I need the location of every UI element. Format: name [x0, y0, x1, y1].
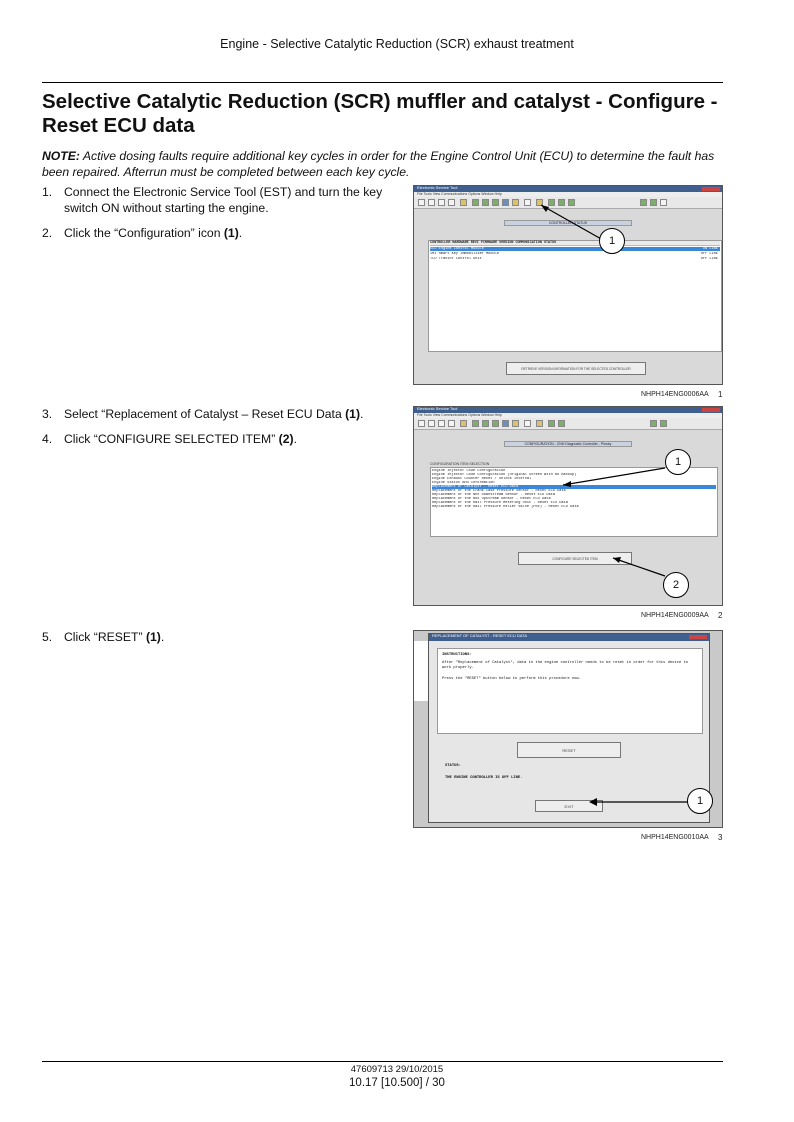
step-ref: (1): [223, 226, 239, 240]
step-number: 5.: [42, 630, 53, 644]
configure-selected-item-button: CONFIGURE SELECTED ITEM: [518, 552, 632, 565]
window-title: Electronic Service Tool: [417, 406, 458, 411]
menu-bar: File Tools View Communications Options Window Help: [414, 192, 722, 197]
table-row: IMI Smart Key Immobilizer Module OFF LINE: [430, 252, 718, 256]
figure-number: 1: [718, 390, 723, 399]
status-label: STATUS:: [445, 764, 461, 768]
note-text: Active dosing faults require additional key cycles in order for the Engine Control Unit (ECU) to determine the fault has been repaired. Afterrun must be completed between each key cycle.: [42, 149, 715, 179]
window-title: Electronic Service Tool: [417, 185, 458, 190]
list-item-selected: Replacement of Catalyst - Reset ECU Data: [432, 485, 716, 489]
instructions-text-2: Press the "RESET" button below to perform this procedure now.: [442, 677, 581, 681]
step-number: 1.: [42, 185, 53, 199]
header-rule: [42, 82, 723, 83]
callout-2: 2: [663, 572, 689, 598]
callout-1: 1: [599, 228, 625, 254]
callout-leader-line: [413, 185, 723, 385]
figure-number: 2: [718, 611, 723, 620]
step-text: Click “CONFIGURE SELECTED ITEM” (2).: [64, 432, 297, 446]
figure-caption: NHPH14ENG0006AA: [641, 391, 709, 398]
table-row: TCU Tractor Control Unit OFF LINE: [430, 257, 718, 261]
callout-1: 1: [687, 788, 713, 814]
step-text: Select “Replacement of Catalyst – Reset ECU Data (1).: [64, 407, 364, 421]
figure-caption: NHPH14ENG0010AA: [641, 834, 709, 841]
retrieve-version-button: RETRIEVE VERSION INFORMATION FOR THE SELECTED CONTROLLER: [506, 362, 646, 375]
list-item: Replacement of the NOx Upstream Sensor - Reset ECU Data: [432, 497, 551, 501]
list-item: Engine Injector Code Configuration (Original Screen With No Backup): [432, 473, 577, 477]
list-item: Engine Injector Code Configuration: [432, 469, 506, 473]
running-header: Engine - Selective Catalytic Reduction (SCR) exhaust treatment: [220, 37, 574, 51]
step-text: Click “RESET” (1).: [64, 630, 165, 644]
menu-bar: File Tools View Communications Options Window Help: [414, 413, 722, 418]
list-item: Engine Exhaust Counter Reset / Unlock Interval: [432, 477, 532, 481]
list-item: Replacement of the Crank Case Pressure Sensor - Reset ECU Data: [432, 489, 566, 493]
note: [42, 149, 725, 180]
callout-1: 1: [665, 449, 691, 475]
step-number: 4.: [42, 432, 53, 446]
instructions-text: After "Replacement of Catalyst", data in the engine controller needs to be reset in order for this device to work properly.: [442, 661, 689, 670]
figure-caption: NHPH14ENG0009AA: [641, 612, 709, 619]
page-title: Selective Catalytic Reduction (SCR) muffler and catalyst - Configure - Reset ECU data: [42, 90, 718, 137]
subwindow-title: CONFIGURATION - CNH Diagnostic Controller - Pinsey: [504, 441, 632, 447]
instructions-label: INSTRUCTIONS:: [442, 653, 472, 657]
step-text: Click the “Configuration” icon (1).: [64, 226, 243, 240]
step-ref: (2): [278, 432, 294, 446]
status-text: THE ENGINE CONTROLLER IS OFF LINE.: [445, 776, 523, 780]
table-header: CONTROLLER HARDWARE REVI FIRMWARE VERSION COMMUNICATION STATUS: [430, 241, 720, 246]
table-row: ECU Engine Control Module ON LINE: [430, 247, 718, 251]
figure-1: [413, 185, 723, 400]
list-item: Engine Status And Information: [432, 481, 495, 485]
footer-page-number: 10.17 [10.500] / 30: [349, 1077, 445, 1089]
step-ref: (1): [345, 407, 361, 421]
footer-rule: [42, 1061, 723, 1062]
figure-3: [413, 630, 723, 845]
figure-2: [413, 406, 723, 626]
step-text: Connect the Electronic Service Tool (EST) and turn the key switch ON without starting the engine.: [64, 185, 383, 215]
step-ref: (1): [145, 630, 161, 644]
list-item: Replacement of the Rail Pressure Metering Unit - Reset ECU Data: [432, 501, 568, 505]
dialog-title: REPLACEMENT OF CATALYST - RESET ECU DATA: [432, 633, 527, 638]
step-number: 3.: [42, 407, 53, 421]
list-item: Replacement of the Rail Pressure Relief Valve (PRV) - Reset ECU Data: [432, 505, 579, 509]
list-label: CONFIGURATION ITEM SELECTION: [430, 462, 490, 466]
figure-number: 3: [718, 833, 723, 842]
subwindow-title: CONTROLLER STATUS: [504, 220, 632, 226]
step-number: 2.: [42, 226, 53, 240]
list-item: Replacement of the NOx Downstream Sensor - Reset ECU Data: [432, 493, 555, 497]
note-label: NOTE:: [42, 149, 80, 163]
reset-button: RESET: [517, 742, 621, 758]
footer-doc-ref: 47609713 29/10/2015: [350, 1064, 444, 1075]
exit-button: EXIT: [535, 800, 603, 812]
callout-leader-line: [413, 630, 723, 830]
